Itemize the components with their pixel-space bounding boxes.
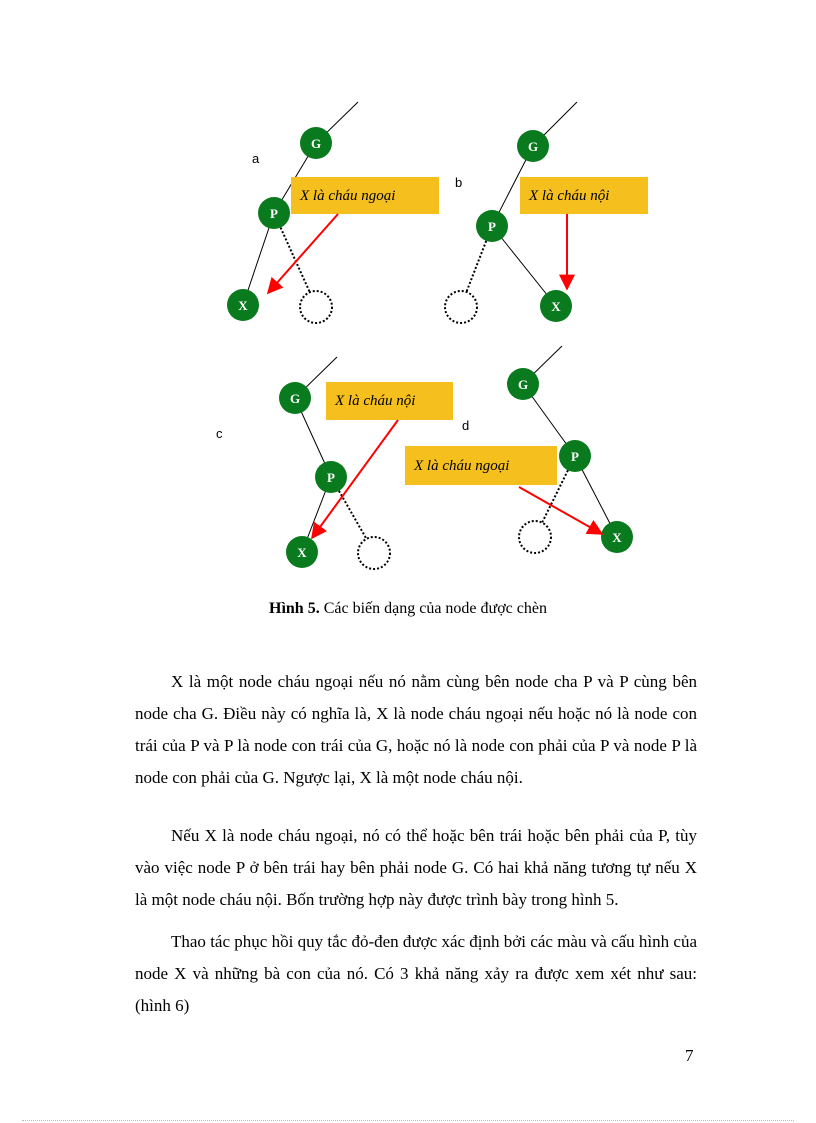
label-box-text: X là cháu ngoại [414, 458, 510, 474]
figure-caption [0, 600, 816, 618]
panel-label-b: b [455, 175, 463, 190]
panel-b [445, 102, 648, 323]
caption-label: Hình 5. [269, 600, 320, 617]
node-g-label: G [527, 139, 539, 154]
node-x-label: X [612, 530, 622, 545]
null-node [300, 291, 332, 323]
panel-label-c: c [216, 426, 223, 441]
panel-label-d: d [462, 418, 470, 433]
label-box-text: X là cháu nội [335, 393, 416, 409]
node-x-label: X [551, 299, 561, 314]
node-p-label: P [327, 470, 335, 485]
node-x-label: X [297, 545, 307, 560]
paragraph-2: Nếu X là node cháu ngoại, nó có thể hoặc bên trái hoặc bên phải của P, tùy vào việc node P ở bên trái hay bên phải node G. Có hai khả năng tương tự nếu X là một node cháu nội. Bốn trường hợp này được trình bày trong hình 5. [135, 826, 697, 909]
node-g-label: G [310, 136, 322, 151]
label-box-text: X là cháu nội [529, 188, 610, 204]
panel-d [405, 346, 633, 553]
page-number: 7 [685, 1046, 694, 1065]
node-p-label: P [270, 206, 278, 221]
paragraph-1: X là một node cháu ngoại nếu nó nằm cùng bên node cha P và P cùng bên node cha G. Điều này có nghĩa là, X là node cháu ngoại nếu hoặc nó là node con trái của P và P là node con trái của G, hoặc nó là node con phải của P và node P là node con phải của G. Ngược lại, X là một node cháu nội. [135, 672, 697, 787]
label-box-text: X là cháu ngoại [300, 188, 396, 204]
null-node [519, 521, 551, 553]
panel-a [227, 102, 439, 323]
paragraph-3: Thao tác phục hồi quy tắc đỏ-đen được xác định bởi các màu và cấu hình của node X và những bà con của nó. Có 3 khả năng xảy ra được xem xét như sau:(hình 6) [135, 932, 697, 1015]
node-g-label: G [289, 391, 301, 406]
node-p-label: P [571, 449, 579, 464]
panel-label-a: a [252, 151, 260, 166]
node-p-label: P [488, 219, 496, 234]
footer-divider [22, 1120, 794, 1121]
caption-text: Các biến dạng của node được chèn [319, 600, 547, 617]
node-x-label: X [238, 298, 248, 313]
null-node [445, 291, 477, 323]
null-node [358, 537, 390, 569]
node-g-label: G [517, 377, 529, 392]
